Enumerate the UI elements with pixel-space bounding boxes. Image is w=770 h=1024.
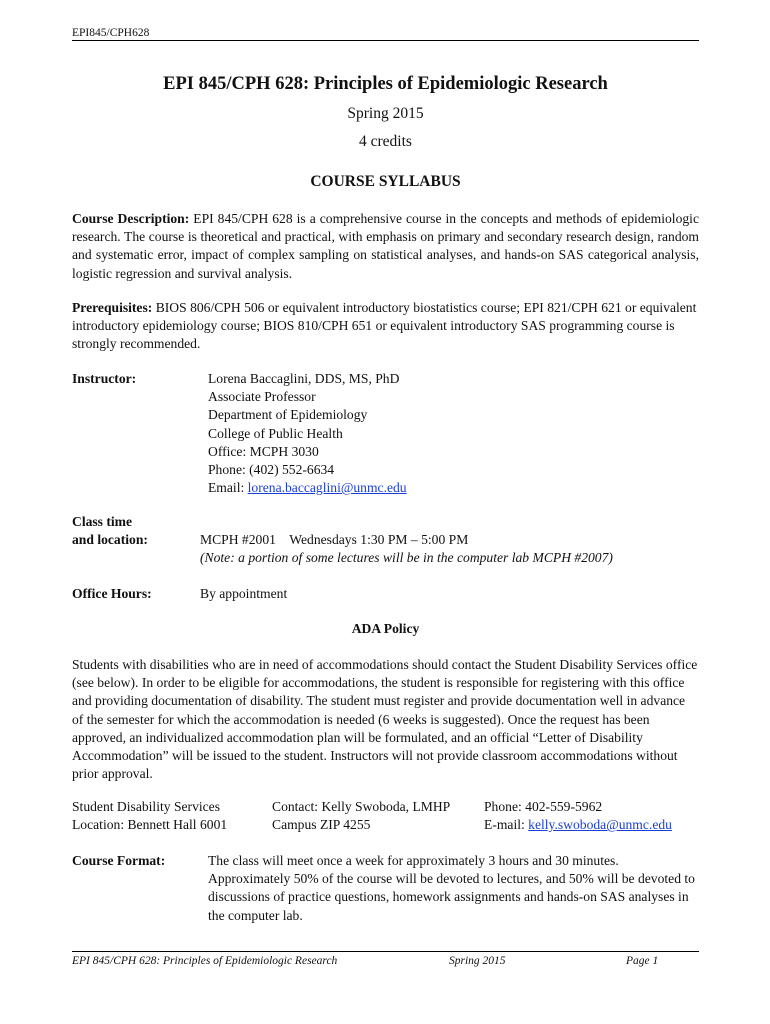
course-description-label: Course Description: xyxy=(72,211,190,226)
term: Spring 2015 xyxy=(347,105,424,122)
instructor-position: Associate Professor xyxy=(208,389,316,405)
class-time-label xyxy=(72,513,148,549)
footer-course: EPI 845/CPH 628: Principles of Epidemiologic Research xyxy=(72,955,338,967)
class-time-note: (Note: a portion of some lectures will be in the computer lab MCPH #2007) xyxy=(200,550,613,565)
disability-services-col3 xyxy=(484,798,672,834)
disability-services-col2 xyxy=(272,798,450,834)
ada-heading: ADA Policy xyxy=(351,621,420,636)
ada-policy-text: Students with disabilities who are in need of accommodations should contact the Student Disability Services office (see below). In order to be eligible for accommodations, the student is responsible for registering with this office and providing documentation of disability. The student must register and provide documentation well in advance of the semester for which the accommodation is needed (6 weeks is suggested). Once the request has been approved, an individualized accommodation plan will be formulated, and an official “Letter of Disability Accommodation” will be issued to the student. Instructors will not provide classroom accommodations without prior approval. xyxy=(72,657,698,782)
disability-services-phone: Phone: 402-559-5962 xyxy=(484,799,603,814)
course-description-text: EPI 845/CPH 628 is a comprehensive course in the concepts and methods of epidemiologic research. The course is theoretical and practical, with emphasis on primary and secondary research design, random and systematic error, impact of complex sampling on statistical analyses, and hands-on SAS categorical analysis, logistic regression and survival analysis. xyxy=(72,211,699,281)
disability-services-email-line xyxy=(484,816,672,834)
class-time-label-line1: Class time xyxy=(72,514,133,529)
office-hours-label: Office Hours: xyxy=(72,586,152,601)
disability-services-contact: Contact: Kelly Swoboda, LMHP xyxy=(272,799,451,814)
footer-divider xyxy=(72,951,699,952)
running-header: EPI845/CPH628 xyxy=(72,27,699,41)
disability-services-email-link[interactable]: kelly.swoboda@unmc.edu xyxy=(528,817,672,833)
class-time-value: MCPH #2001 Wednesdays 1:30 PM – 5:00 PM xyxy=(200,532,469,547)
credits: 4 credits xyxy=(359,133,412,150)
disability-services-zip: Campus ZIP 4255 xyxy=(272,817,371,833)
instructor-details xyxy=(208,370,407,497)
course-format-text: The class will meet once a week for approximately 3 hours and 30 minutes. Approximately 50% of the course will be devoted to lectures, and 50% will be devoted to discussions of practice questions, homework assignments and hands-on SAS analyses in the computer lab. xyxy=(208,853,695,923)
office-hours-value: By appointment xyxy=(200,586,288,601)
instructor-label: Instructor: xyxy=(72,371,137,386)
footer-term: Spring 2015 xyxy=(449,955,506,967)
instructor-name: Lorena Baccaglini, DDS, MS, PhD xyxy=(208,371,400,386)
class-time-label-line2: and location: xyxy=(72,532,148,548)
footer-page-number: Page 1 xyxy=(626,955,659,967)
instructor-email-link[interactable]: lorena.baccaglini@unmc.edu xyxy=(247,480,407,496)
document-title: EPI 845/CPH 628: Principles of Epidemiologic Research xyxy=(163,74,608,94)
prerequisites-text: BIOS 806/CPH 506 or equivalent introductory biostatistics course; EPI 821/CPH 621 or equivalent introductory epidemiology course; BIOS 810/CPH 651 or equivalent introductory SAS programming course is strongly recommended. xyxy=(72,300,697,352)
disability-services-location: Location: Bennett Hall 6001 xyxy=(72,817,228,833)
syllabus-heading: COURSE SYLLABUS xyxy=(310,173,461,190)
instructor-phone: Phone: (402) 552-6634 xyxy=(208,462,335,478)
course-description xyxy=(72,210,699,283)
disability-services-col1 xyxy=(72,798,227,834)
instructor-college: College of Public Health xyxy=(208,425,343,441)
instructor-office: Office: MCPH 3030 xyxy=(208,443,319,459)
instructor-email-prefix: Email: xyxy=(208,480,248,496)
prerequisites xyxy=(72,299,699,354)
course-format-label: Course Format: xyxy=(72,853,166,868)
prerequisites-label: Prerequisites: xyxy=(72,300,153,315)
disability-services-email-prefix: E-mail: xyxy=(484,817,529,833)
disability-services-office: Student Disability Services xyxy=(72,799,221,814)
instructor-department: Department of Epidemiology xyxy=(208,407,368,423)
instructor-email-line xyxy=(208,479,407,497)
